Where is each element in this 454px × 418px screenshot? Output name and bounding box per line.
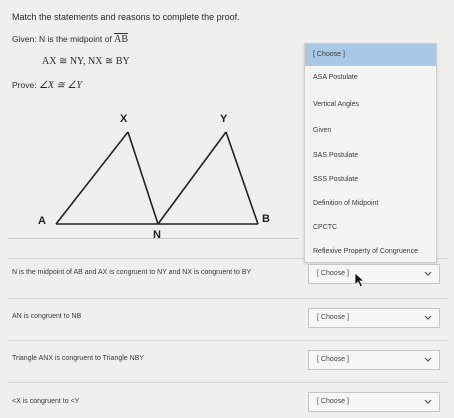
reason-select-value: [ Choose ] [317,398,349,405]
reason-select-2[interactable] [308,308,440,328]
given-segment: $\overline{AB}$ [114,34,128,45]
proof-statement-4: <X is congruent to <Y [12,398,80,405]
proof-statement-3: Triangle ANX is congruent to Triangle NBY [12,355,145,362]
given-text: N is the midpoint of [38,34,112,44]
triangle-diagram [30,108,290,238]
dropdown-option-reflexive[interactable]: Reflexive Property of Congruence [313,248,419,255]
segment-ny [158,132,226,224]
reason-select-value: [ Choose ] [317,356,349,363]
dropdown-option-sss[interactable]: SSS Postulate [313,176,359,183]
point-label-a: A [38,215,46,227]
segment-ax [56,132,128,224]
section-divider [8,238,298,239]
dropdown-option-midpoint[interactable]: Definition of Midpoint [313,200,379,207]
row-divider [8,340,448,341]
dropdown-option-sas[interactable]: SAS Postulate [313,152,359,159]
dropdown-option-vertical-angles[interactable]: Vertical Angles [313,101,359,108]
segment-xn [128,132,158,224]
point-label-y: Y [220,113,228,125]
proof-statement-2: AN is congruent to NB [12,313,82,320]
chevron-down-icon [423,312,433,324]
reason-select-3[interactable] [308,350,440,370]
reason-dropdown-list[interactable] [304,43,437,263]
prove-statement [12,80,82,91]
instructions-title: Match the statements and reasons to complete the proof. [12,12,240,22]
point-label-b: B [262,213,270,225]
row-divider [8,298,448,299]
row-divider [8,382,448,383]
given-statement [12,34,128,45]
segment-yb [226,132,258,224]
prove-label: Prove: [12,80,37,90]
dropdown-option-cpctc[interactable]: CPCTC [313,224,338,231]
prove-formula: ∠X ≅ ∠Y [38,80,82,91]
mouse-pointer-icon [354,272,366,288]
dropdown-option-choose[interactable]: [ Choose ] [305,44,436,66]
given-label: Given: [12,34,37,44]
chevron-down-icon [423,396,433,408]
reason-select-value: [ Choose ] [317,270,349,277]
dropdown-option-given[interactable]: Given [313,127,332,134]
chevron-down-icon [423,354,433,366]
chevron-down-icon [423,268,433,280]
reason-select-1[interactable] [308,264,440,284]
given-congruences: AX ≅ NY, NX ≅ BY [42,56,130,67]
point-label-x: X [120,113,128,125]
dropdown-option-asa[interactable]: ASA Postulate [313,74,358,81]
reason-select-value: [ Choose ] [317,314,349,321]
point-label-n: N [153,229,161,238]
reason-select-4[interactable] [308,392,440,412]
proof-statement-1: N is the midpoint of AB and AX is congruent to NY and NX is congruent to BY [12,269,252,276]
